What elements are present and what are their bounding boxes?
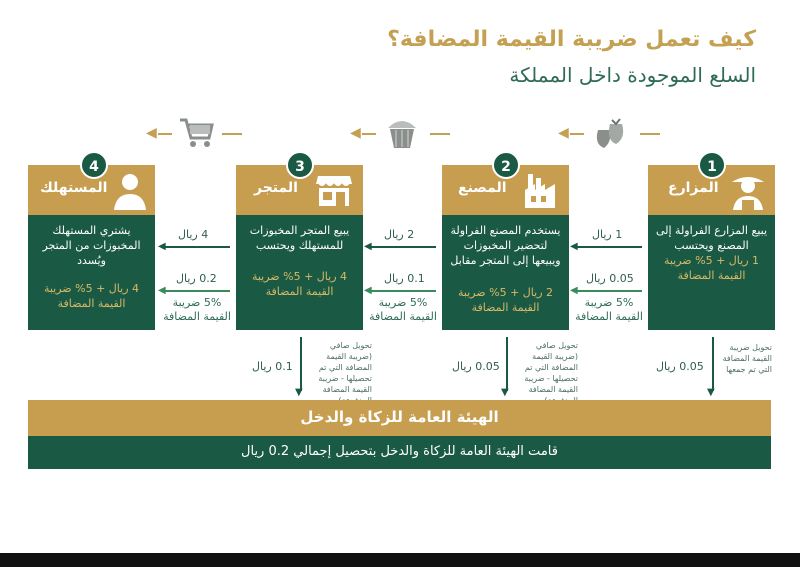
tax-arrow — [164, 290, 230, 292]
tax-amount-label: 0.1 ريال — [384, 272, 425, 285]
tax-amount-label: 0.2 ريال — [176, 272, 217, 285]
farmer-icon — [728, 170, 768, 210]
stage-tax: 2 ريال + 5% ضريبة القيمة المضافة — [457, 286, 554, 314]
transfer-note: تحويل صافي (ضريبة القيمة المضافة التي تم تحصيلها - ضريبة القيمة المضافة — [318, 341, 372, 394]
strawberry-icon — [590, 112, 630, 152]
price-arrow — [164, 246, 230, 248]
stage-number-badge: 1 — [698, 151, 726, 179]
store-icon — [314, 170, 354, 210]
stage-label: المستهلك — [40, 180, 108, 196]
tax-arrow — [576, 290, 642, 292]
stage-description: يشتري المستهلك المخبوزات من المتجر ويُسدد — [42, 224, 141, 267]
stage-card-farmer — [648, 159, 775, 330]
stage-card-store — [236, 159, 363, 330]
tax-label: 5% ضريبة القيمة المضافة — [575, 296, 643, 323]
transfer-amount: 0.1 ريال — [252, 360, 293, 373]
stage-number-badge: 3 — [286, 151, 314, 179]
transfer-arrow — [712, 337, 714, 391]
cart-icon — [176, 112, 216, 152]
authority-banner — [28, 400, 771, 436]
tax-label: 5% ضريبة القيمة المضافة — [163, 296, 231, 323]
tax-amount-label: 0.05 ريال — [586, 272, 634, 285]
stage-number-badge: 2 — [492, 151, 520, 179]
page-subtitle: السلع الموجودة داخل المملكة — [509, 63, 756, 87]
transfer-arrow — [506, 337, 508, 391]
stage-description: يستخدم المصنع الفراولة لتحضير المخبوزات ويبيعها إلى المتجر مقابل — [450, 224, 561, 267]
transfer-amount: 0.05 ريال — [452, 360, 500, 373]
stage-tax: 4 ريال + 5% ضريبة القيمة المضافة — [43, 282, 140, 310]
bottom-border — [0, 553, 800, 567]
infographic: كيف تعمل ضريبة القيمة المضافة؟ السلع الموجودة داخل المملكة ◀ ◀ ◀ 4 المستهلك يشتري المستهلك المخبوزات من المتجر ويُسدد 4 ريال + 5% ضريبة القيمة المضافة 3 المتجر يبيع المتجر المخبوزات للمستهلك ويحتسب 4 ريال + 5% ضريبة القيمة المضافة 2 المصنع يستخدم المصنع الفراولة لتحضير المخبوزات ويبيعها إلى المتجر مقابل 2 ريال + 5% ضريبة القيمة المضافة 1 المزارع يبيع المزارع الفراولة إلى المصنع ويحتسب 1 ريال + 5% ضريبة القيمة المضافة 4 ريال ◀ 0.2 ريال ◀ 5% ضريبة القيمة المضافة 2 ريال ◀ 0.1 ريال ◀ 5% ضريبة القيمة المضافة 1 ريال ◀ 0.05 ريال ◀ 5% ضريبة القيمة المضافة 0.1 ريال ▼ تحويل صافي (ضريبة القيمة المضافة التي تم تحصيلها - ضريبة القيمة المضافة 0.05 ريال ▼ تحويل صافي (ضريبة القيمة المضافة التي تم تحصيلها - ضريبة القيمة المضافة 0.05 ريال ▼ تحويل ضريبة القيمة المضافة التي تم جمعها الهيئة العامة للزكاة والدخل قامت الهيئة العامة للزكاة والدخل بتحصيل إجمالي 0.2 ريال — [0, 0, 800, 567]
transfer-arrow — [300, 337, 302, 391]
tax-label: 5% ضريبة القيمة المضافة — [369, 296, 437, 323]
stage-description: يبيع المزارع الفراولة إلى المصنع ويحتسب — [655, 224, 768, 252]
stage-tax: 1 ريال + 5% ضريبة القيمة المضافة — [663, 254, 760, 282]
transfer-amount: 0.05 ريال — [656, 360, 704, 373]
stage-card-factory — [442, 159, 569, 330]
tax-arrow — [370, 290, 436, 292]
price-label: 1 ريال — [592, 228, 623, 241]
person-icon — [110, 170, 150, 210]
stage-label: المزارع — [668, 180, 719, 196]
factory-icon — [522, 170, 562, 210]
stage-label: المتجر — [254, 180, 298, 196]
page-title: كيف تعمل ضريبة القيمة المضافة؟ — [387, 27, 756, 52]
stage-label: المصنع — [458, 180, 507, 196]
price-arrow — [576, 246, 642, 248]
stage-card-consumer — [28, 159, 155, 330]
stage-description: يبيع المتجر المخبوزات للمستهلك ويحتسب — [249, 224, 350, 252]
transfer-note: تحويل صافي (ضريبة القيمة المضافة التي تم تحصيلها - ضريبة القيمة المضافة — [524, 341, 578, 394]
authority-summary: قامت الهيئة العامة للزكاة والدخل بتحصيل إجمالي 0.2 ريال — [241, 444, 558, 459]
authority-summary-bar — [28, 436, 771, 469]
price-arrow — [370, 246, 436, 248]
stage-tax: 4 ريال + 5% ضريبة القيمة المضافة — [251, 270, 348, 298]
price-label: 2 ريال — [384, 228, 415, 241]
authority-name: الهيئة العامة للزكاة والدخل — [300, 408, 499, 426]
stage-number-badge: 4 — [80, 151, 108, 179]
cupcake-icon — [382, 112, 422, 152]
transfer-note: تحويل ضريبة القيمة المضافة التي تم جمعها — [722, 343, 772, 374]
price-label: 4 ريال — [178, 228, 209, 241]
